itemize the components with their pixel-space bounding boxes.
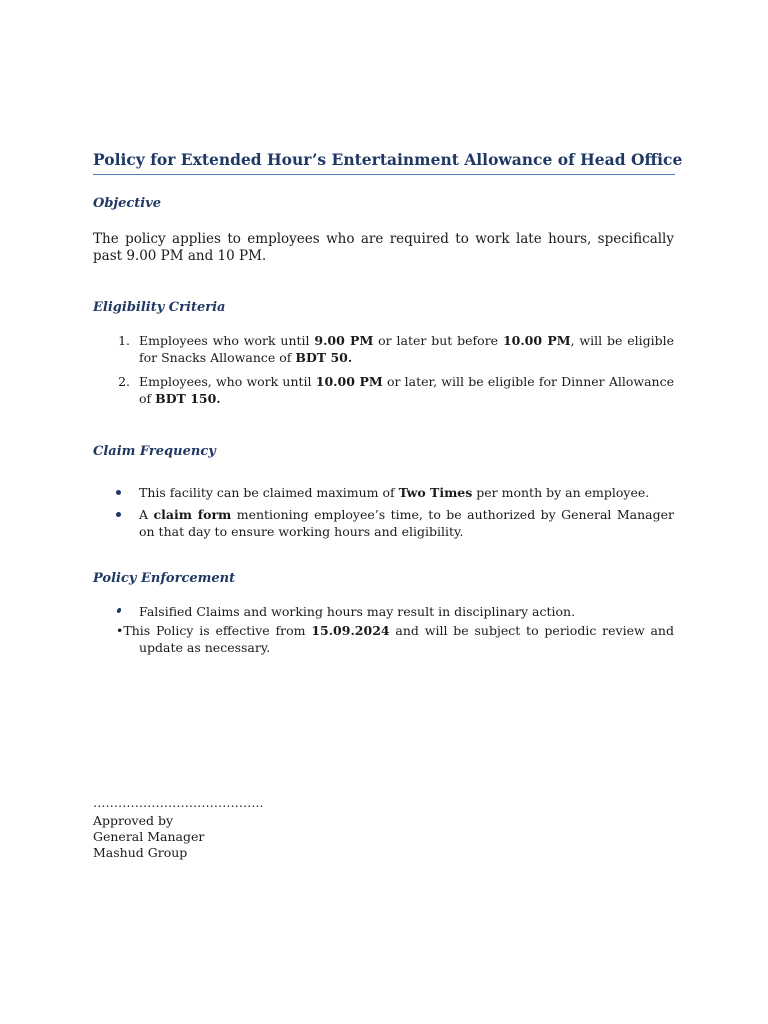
claim-item-text: This facility can be claimed maximum of xyxy=(139,485,399,500)
enforcement-item-bold: 15.09.2024 xyxy=(311,623,390,638)
bullet-icon xyxy=(116,490,121,495)
claim-item-text: per month by an employee. xyxy=(472,485,650,500)
bullet-icon xyxy=(116,512,121,517)
claim-item-text: A xyxy=(139,507,154,522)
enforcement-item-text: This Policy is effective from xyxy=(123,623,312,638)
list-marker: 2. xyxy=(118,374,130,389)
eligibility-item xyxy=(139,332,674,366)
claim-heading: Claim Frequency xyxy=(93,444,216,459)
eligibility-item-bold: 10.00 PM xyxy=(502,333,571,348)
objective-text: The policy applies to employees who are required to work late hours, specifically past 9.00 PM and 10 PM. xyxy=(93,231,674,264)
eligibility-item-bold: 9.00 PM xyxy=(314,333,374,348)
signature-line: ………………………………….. xyxy=(93,795,264,810)
list-marker: 1. xyxy=(118,333,130,348)
bullet-glyph: • xyxy=(116,623,124,638)
enforcement-item-text: and will be subject to periodic review and update as necessary. xyxy=(139,623,674,655)
objective-heading: Objective xyxy=(93,196,162,211)
enforcement-item: Falsified Claims and working hours may result in disciplinary action. xyxy=(139,604,576,619)
eligibility-item-bold: 10.00 PM xyxy=(315,374,383,389)
claim-item-text: mentioning employee’s time, to be authorized by General Manager on that day to ensure working hours and eligibility. xyxy=(139,507,674,539)
document-title: Policy for Extended Hour’s Entertainment Allowance of Head Office xyxy=(93,150,675,175)
eligibility-item-text: or later but before xyxy=(373,333,503,348)
bullet-icon xyxy=(116,608,121,613)
eligibility-item-bold: BDT 150. xyxy=(155,391,221,406)
eligibility-heading: Eligibility Criteria xyxy=(93,300,226,315)
eligibility-item-text: or later, will be eligible for Dinner Allowance of xyxy=(139,374,675,406)
claim-item-bold: Two Times xyxy=(398,485,473,500)
approver-organization: Mashud Group xyxy=(93,845,188,860)
eligibility-item-text: , will be eligible for Snacks Allowance of xyxy=(139,333,674,365)
enforcement-item xyxy=(116,622,674,656)
claim-item xyxy=(139,484,674,501)
claim-item-bold: claim form xyxy=(153,507,232,522)
eligibility-item-bold: BDT 50. xyxy=(295,350,353,365)
approver-role: General Manager xyxy=(93,829,205,844)
claim-item xyxy=(139,506,674,540)
eligibility-item xyxy=(139,373,674,407)
eligibility-item-text: Employees, who work until xyxy=(139,374,316,389)
eligibility-item-text: Employees who work until xyxy=(139,333,315,348)
enforcement-heading: Policy Enforcement xyxy=(93,571,236,586)
approved-by-label: Approved by xyxy=(93,813,174,828)
